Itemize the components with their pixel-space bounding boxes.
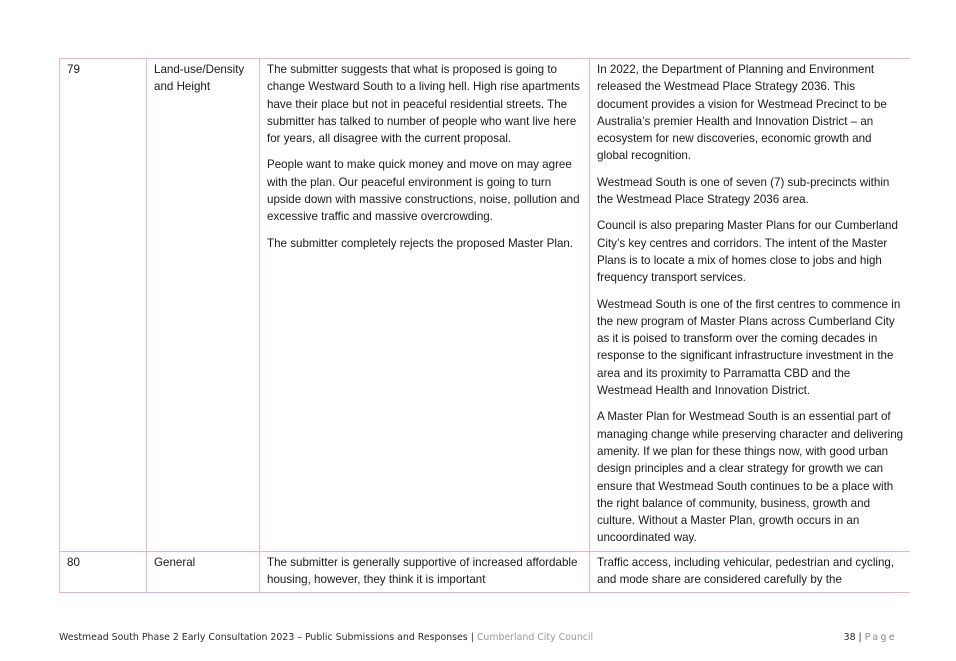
response-paragraph: Council is also preparing Master Plans for our Cumberland City’s key centres and corridors. The intent of the Master Plans is to locate a mix of homes close to jobs and high frequency transport services.: [597, 219, 898, 285]
council-response: [590, 551, 911, 593]
submission-number: 79: [60, 59, 147, 552]
footer-document-title: [59, 632, 593, 643]
submission-paragraph: The submitter is generally supportive of increased affordable housing, however, they think it is important: [267, 555, 578, 587]
submissions-table: [59, 58, 910, 593]
submission-paragraph: People want to make quick money and move on may agree with the plan. Our peaceful environment is going to turn upside down with massive constructions, noise, pollution and excessive traffic and massive overcrowding.: [267, 158, 580, 224]
submission-number: 80: [60, 551, 147, 593]
council-response: [590, 59, 911, 552]
page-number: 38: [843, 632, 856, 643]
submission-paragraph: The submitter suggests that what is proposed is going to change Westward South to a living hell. High rise apartments have their place but not in peaceful residential streets. The submitter has talked to number of people who want live here for years, all disagree with the current proposal.: [267, 63, 580, 146]
response-paragraph: A Master Plan for Westmead South is an essential part of managing change while preserving character and delivering amenity. If we plan for these things now, with good urban design principles and a clear strategy for growth we can ensure that Westmead South continues to be a place with the right balance of community, business, growth and culture. Without a Master Plan, growth occurs in an uncoordinated way.: [597, 410, 904, 545]
response-paragraph: Westmead South is one of seven (7) sub-precincts within the Westmead Place Strategy 2036 area.: [597, 175, 890, 207]
submission-category: General: [147, 551, 260, 593]
response-paragraph: Westmead South is one of the first centres to commence in the new program of Master Plans across Cumberland City as it is poised to transform over the coming decades in response to the significant infrastructure investment in the area and its proximity to Parramatta CBD and the Westmead Health and Innovation District.: [597, 297, 901, 398]
submission-summary: [260, 551, 590, 593]
submission-category: Land-use/Density and Height: [147, 59, 260, 552]
page-footer: [59, 632, 897, 648]
submission-paragraph: The submitter completely rejects the proposed Master Plan.: [267, 236, 574, 250]
response-paragraph: In 2022, the Department of Planning and Environment released the Westmead Place Strategy 2036. This document provides a vision for Westmead Precinct to be Australia’s premier Health and Innovation District – an ecosystem for new discoveries, economic growth and global recognition.: [597, 63, 887, 163]
footer-title: Westmead South Phase 2 Early Consultation 2023 – Public Submissions and Responses: [59, 632, 468, 643]
footer-council-name: Cumberland City Council: [476, 632, 594, 643]
submission-summary: [260, 59, 590, 552]
response-paragraph: Traffic access, including vehicular, pedestrian and cycling, and mode share are considered carefully by the: [597, 555, 895, 587]
page-word: Page: [864, 632, 897, 643]
table-row: [60, 59, 911, 552]
page-indicator: [844, 632, 897, 643]
submissions-table-region: [59, 58, 910, 597]
footer-separator: |: [470, 632, 474, 643]
table-row: [60, 551, 911, 593]
page-separator: |: [858, 632, 862, 643]
